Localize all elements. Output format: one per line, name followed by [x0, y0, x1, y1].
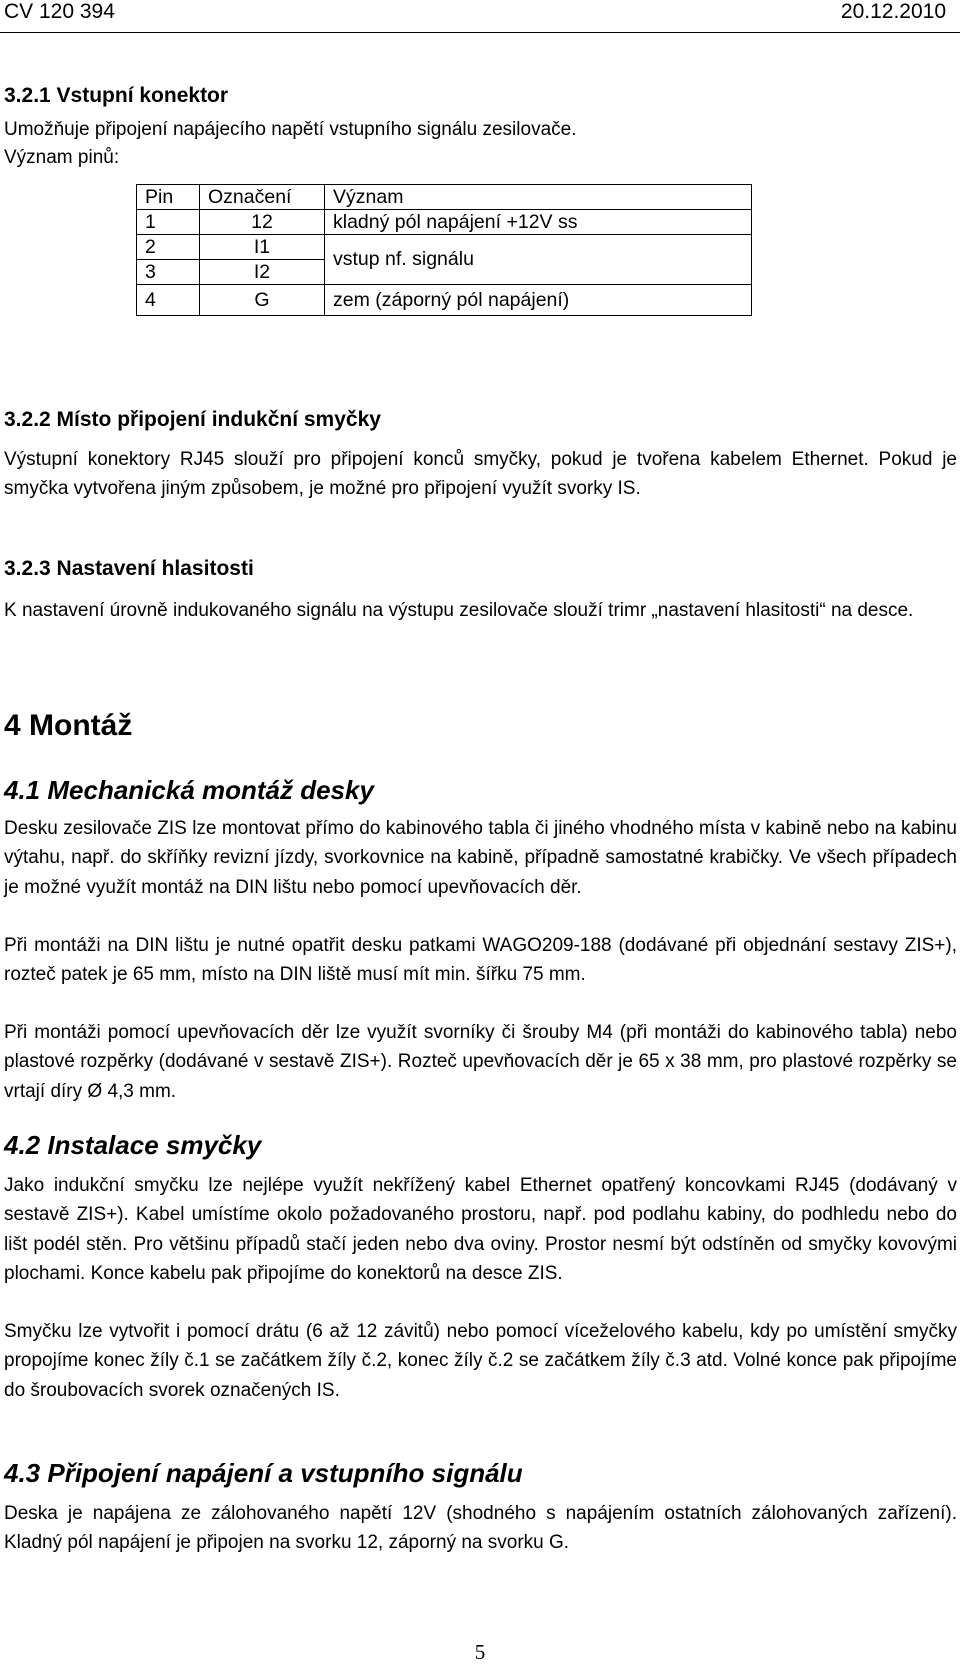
- table-row: [137, 285, 752, 316]
- section-4-2-heading: 4.2 Instalace smyčky: [4, 1130, 262, 1160]
- section-4-2-paragraph-2: Smyčku lze vytvořit i pomocí drátu (6 až 12 závitů) nebo pomocí víceželového kabelu, kdy po umístění smyčky propojíme konec žíly č.1 se začátkem žíly č.2, konec žíly č.2 se začátkem žíly č.3 atd. Volné konce pak připojíme do šroubovacích svorek označených IS.: [4, 1321, 957, 1401]
- section-3-2-2-heading: 3.2.2 Místo připojení indukční smyčky: [4, 408, 381, 431]
- section-4-1-paragraph-3: Při montáži pomocí upevňovacích děr lze využít svorníky či šrouby M4 (při montáži do kabinového tabla) nebo plastové rozpěrky (dodávané v sestavě ZIS+). Rozteč upevňovacích děr je 65 x 38 mm, pro plastové rozpěrky se vrtají díry Ø 4,3 mm.: [4, 1022, 957, 1102]
- section-4-3-heading: 4.3 Připojení napájení a vstupního signálu: [4, 1458, 523, 1488]
- section-4-2-paragraph-1: Jako indukční smyčku lze nejlépe využít nekřížený kabel Ethernet opatřený koncovkami RJ45 (dodávaný v sestavě ZIS+). Kabel umístíme okolo požadovaného prostoru, např. pod podlahu kabiny, do podhledu nebo do lišt podél stěn. Pro většinu případů stačí jeden nebo dva oviny. Prostor nesmí být odstíněn od smyčky kovovými plochami. Konce kabelu pak připojíme do konektorů na desce ZIS.: [4, 1175, 957, 1284]
- section-4-1-heading: 4.1 Mechanická montáž desky: [4, 775, 374, 805]
- label-cell: I1: [200, 235, 325, 260]
- section-3-2-1-heading: 3.2.1 Vstupní konektor: [4, 84, 229, 107]
- section-3-2-3-text: K nastavení úrovně indukovaného signálu na výstupu zesilovače slouží trimr „nastavení hlasitosti“ na desce.: [4, 600, 914, 621]
- section-3-2-2-text: Výstupní konektory RJ45 slouží pro připojení konců smyčky, pokud je tvořena kabelem Ethernet. Pokud je smyčka vytvořena jiným způsobem, je možné pro připojení využít svorky IS.: [4, 449, 957, 499]
- page-number: 5: [474, 1640, 486, 1664]
- pin-table: [136, 184, 752, 316]
- meaning-cell: vstup nf. signálu: [325, 235, 752, 285]
- pin-cell: 1: [137, 210, 200, 235]
- section-3-2-1-line-2: Význam pinů:: [4, 147, 120, 168]
- section-3-2-1-line-1: Umožňuje připojení napájecího napětí vstupního signálu zesilovače.: [4, 119, 577, 140]
- pin-cell: 4: [137, 285, 200, 316]
- page-header: [0, 0, 960, 30]
- document-id: CV 120 394: [4, 0, 115, 23]
- table-row: [137, 235, 752, 260]
- pin-table-header-label: Označení: [200, 185, 325, 210]
- meaning-cell: zem (záporný pól napájení): [325, 285, 752, 316]
- table-row: [137, 210, 752, 235]
- section-4-heading: 4 Montáž: [4, 709, 133, 742]
- section-4-1-paragraph-1: Desku zesilovače ZIS lze montovat přímo do kabinového tabla či jiného vhodného místa v kabině nebo na kabinu výtahu, např. do skříňky revizní jízdy, svorkovnice na kabině, případně samostatné krabičky. Ve všech případech je možné využít montáž na DIN lištu nebo pomocí upevňovacích děr.: [4, 818, 957, 898]
- meaning-cell: kladný pól napájení +12V ss: [325, 210, 752, 235]
- pin-cell: 2: [137, 235, 200, 260]
- label-cell: 12: [200, 210, 325, 235]
- section-4-1-paragraph-2: Při montáži na DIN lištu je nutné opatřit desku patkami WAGO209-188 (dodávané při objednání sestavy ZIS+), rozteč patek je 65 mm, místo na DIN liště musí mít min. šířku 75 mm.: [4, 935, 957, 986]
- label-cell: I2: [200, 260, 325, 285]
- pin-cell: 3: [137, 260, 200, 285]
- label-cell: G: [200, 285, 325, 316]
- section-4-3-paragraph-1: Deska je napájena ze zálohovaného napětí 12V (shodného s napájením ostatních zálohovaných zařízení). Kladný pól napájení je připojen na svorku 12, záporný na svorku G.: [4, 1503, 957, 1554]
- pin-table-header-meaning: Význam: [325, 185, 752, 210]
- pin-table-header-row: [137, 185, 752, 210]
- pin-table-header-pin: Pin: [137, 185, 200, 210]
- section-3-2-3-heading: 3.2.3 Nastavení hlasitosti: [4, 557, 254, 580]
- document-date: 20.12.2010: [840, 0, 946, 23]
- header-rule: [0, 32, 960, 33]
